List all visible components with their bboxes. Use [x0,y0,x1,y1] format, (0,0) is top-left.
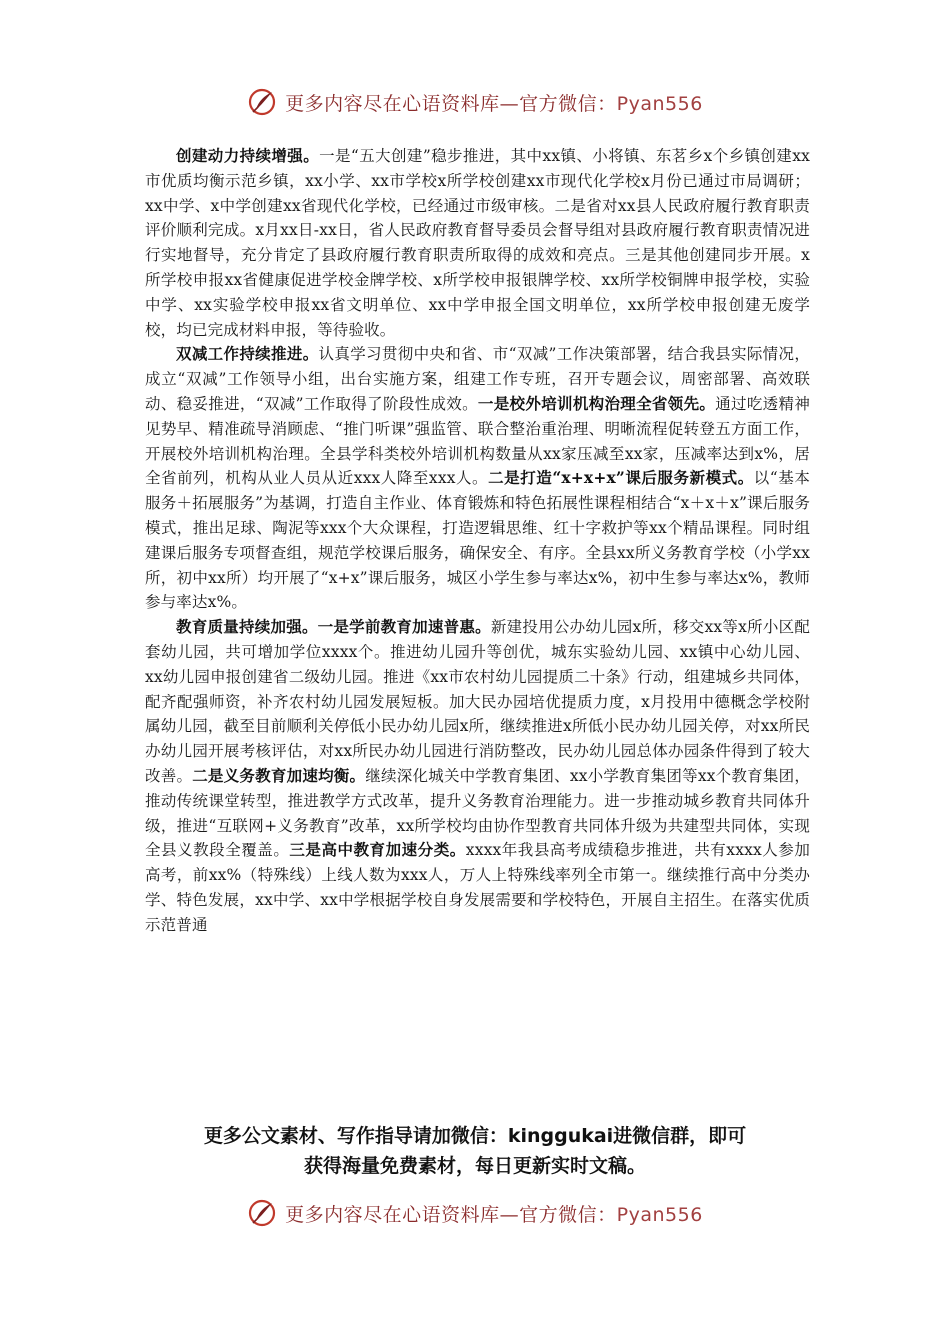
paragraph-1: 创建动力持续增强。一是“五大创建”稳步推进，其中xx镇、小将镇、东茗乡x个乡镇创建xx市优质均衡示范乡镇，xx小学、xx市学校x所学校创建xx市现代化学校x月份已通过市局调研；xx中学、x中学创建xx省现代化学校，已经通过市级审核。二是省对xx县人民政府履行教育职责评价顺利完成。x月xx日-xx日，省人民政府教育督导委员会督导组对县政府履行教育职责情况进行实地督导，充分肯定了县政府履行教育职责所取得的成效和亮点。三是其他创建同步开展。x所学校申报xx省健康促进学校金牌学校、x所学校申报银牌学校、xx所学校铜牌申报学校，实验中学、xx实验学校申报xx省文明单位、xx中学申报全国文明单位，xx所学校申报创建无废学校，均已完成材料申报，等待验收。 [145,146,810,339]
promo-line-1: 更多公文素材、写作指导请加微信：kinggukai进微信群，即可 [203,1125,747,1147]
promo-line-2: 获得海量免费素材，每日更新实时文稿。 [303,1155,646,1177]
feather-pen-logo-icon [247,1198,277,1228]
header-text: 更多内容尽在心语资料库—官方微信：Pyan556 [285,92,703,115]
article-body [145,144,810,938]
footer-text: 更多内容尽在心语资料库—官方微信：Pyan556 [285,1203,703,1226]
promo-notice [0,1121,950,1181]
footer-banner [0,1193,950,1233]
paragraph-3: 教育质量持续加强。一是学前教育加速普惠。新建投用公办幼儿园x所，移交xx等x所小区配套幼儿园，共可增加学位xxxx个。推进幼儿园升等创优，城东实验幼儿园、xx镇中心幼儿园、xx幼儿园申报创建省二级幼儿园。推进《xx市农村幼儿园提质二十条》行动，组建城乡共同体，配齐配强师资，补齐农村幼儿园发展短板。加大民办园培优提质力度，x月投用中德概念学校附属幼儿园，截至目前顺利关停低小民办幼儿园x所，继续推进x所低小民办幼儿园关停，对xx所民办幼儿园开展考核评估，对xx所民办幼儿园进行消防整改，民办幼儿园总体办园条件得到了较大改善。二是义务教育加速均衡。继续深化城关中学教育集团、xx小学教育集团等xx个教育集团，推动传统课堂转型，推进教学方式改革，提升义务教育治理能力。进一步推动城乡教育共同体升级，推进“互联网+义务教育”改革，xx所学校均由协作型教育共同体升级为共建型共同体，实现全县义教段全覆盖。三是高中教育加速分类。xxxx年我县高考成绩稳步推进，共有xxxx人参加高考，前xx%（特殊线）上线人数为xxx人，万人上特殊线率列全市第一。继续推行高中分类办学、特色发展，xx中学、xx中学根据学校自身发展需要和学校特色，开展自主招生。在落实优质示范普通 [145,617,811,934]
paragraph-2: 双减工作持续推进。认真学习贯彻中央和省、市“双减”工作决策部署，结合我县实际情况，成立“双减”工作领导小组，出台实施方案，组建工作专班，召开专题会议，周密部署、高效联动、稳妥推进，“双减”工作取得了阶段性成效。一是校外培训机构治理全省领先。通过吃透精神见势早、精准疏导消顾虑、“推门听课”强监管、联合整治重治理、明晰流程促转登五方面工作，开展校外培训机构治理。全县学科类校外培训机构数量从xx家压减至xx家，压减率达到x%，居全省前列，机构从业人员从近xxx人降至xxx人。二是打造“x+x+x”课后服务新模式。以“基本服务＋拓展服务”为基调，打造自主作业、体育锻炼和特色拓展性课程相结合“x＋x＋x”课后服务模式，推出足球、陶泥等xxx个大众课程，打造逻辑思维、红十字救护等xx个精品课程。同时组建课后服务专项督查组，规范学校课后服务，确保安全、有序。全县xx所义务教育学校（小学xx所，初中xx所）均开展了“x+x”课后服务，城区小学生参与率达x%，初中生参与率达x%，教师参与率达x%。 [145,344,810,612]
header-wechat-id: Pyan556 [616,92,703,115]
feather-pen-logo-icon [247,87,277,117]
footer-wechat-id: Pyan556 [616,1203,703,1226]
header-banner [0,82,950,122]
